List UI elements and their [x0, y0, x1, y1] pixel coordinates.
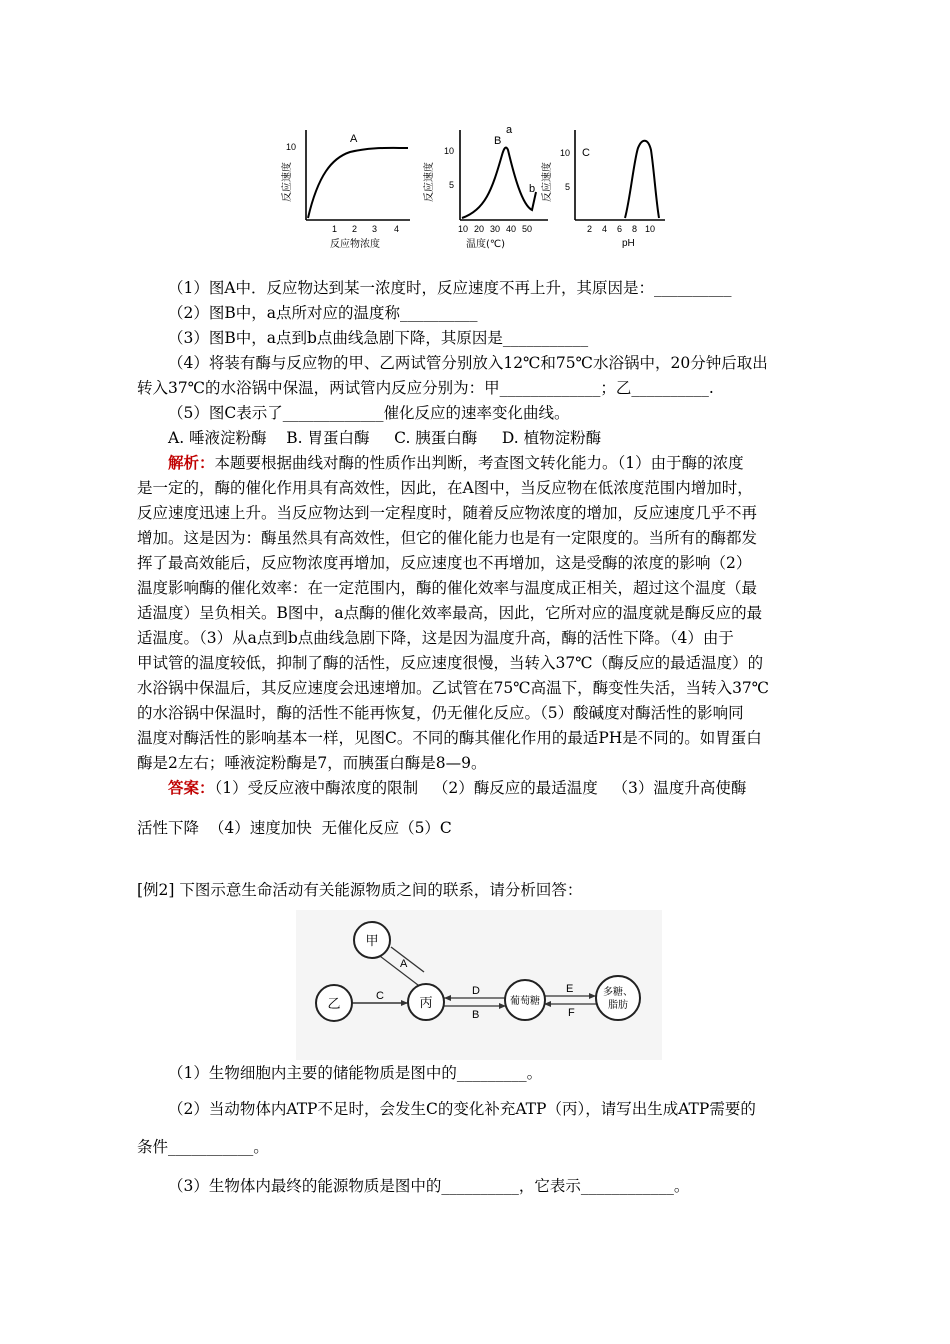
question-4: （4）将装有酶与反应物的甲、乙两试管分别放入12℃和75℃水浴锅中，20分钟后取出 — [168, 354, 768, 372]
graph-a-ytick: 10 — [285, 142, 296, 152]
graph-b-xlabel: 温度(℃) — [466, 239, 506, 250]
graph-a-xtick: 1 — [332, 224, 338, 234]
graph-c-ylabel: 反应速度 — [542, 162, 553, 202]
graph-a — [280, 130, 410, 250]
graph-c-xtick: 2 — [587, 224, 593, 234]
node-yi-label: 乙 — [327, 997, 341, 1012]
answer-first-line — [168, 778, 746, 798]
graph-b — [422, 124, 548, 250]
node-bing-label: 丙 — [419, 996, 433, 1011]
answer-text: （1）受反应液中酶浓度的限制 （2）酶反应的最适温度 （3）温度升高使酶 — [214, 779, 747, 797]
graph-a-xtick: 4 — [394, 224, 400, 234]
graph-b-letter-B: B — [494, 135, 502, 147]
graph-c-xtick: 8 — [632, 224, 638, 234]
analysis-label: 解析： — [168, 453, 215, 472]
graph-c-xtick: 4 — [602, 224, 608, 234]
graph-b-xtick: 50 — [522, 224, 533, 234]
analysis-line: 是一定的，酶的催化作用具有高效性，因此，在A图中，当反应物在低浓度范围内增加时， — [137, 479, 753, 497]
edge-label-E: E — [566, 983, 574, 995]
graph-b-ylabel: 反应速度 — [424, 162, 435, 202]
graph-c-xtick: 6 — [617, 224, 623, 234]
node-glucose — [505, 980, 545, 1020]
analysis-line: 适温度）呈负相关。B图中，a点酶的催化效率最高，因此，它所对应的温度就是酶反应的最 — [137, 604, 763, 622]
node-poly-label-2: 脂肪 — [608, 1000, 628, 1011]
analysis-line: 反应速度迅速上升。当反应物达到一定程度时，随着反应物浓度的增加，反应速度几乎不再 — [137, 504, 758, 522]
node-jia — [354, 922, 390, 958]
node-jia-label: 甲 — [365, 934, 379, 949]
example2-question-3: （3）生物体内最终的能源物质是图中的__________，它表示____________。 — [168, 1177, 690, 1195]
graph-a-xtick: 3 — [372, 224, 378, 234]
analysis-line: 水浴锅中保温后，其反应速度会迅速增加。乙试管在75℃高温下，酶变性失活，当转入37℃ — [137, 679, 770, 697]
graph-a-curve — [308, 148, 408, 218]
enzyme-graphs-figure — [270, 120, 690, 255]
graph-b-xtick: 20 — [474, 224, 485, 234]
graph-b-ytick: 10 — [443, 146, 454, 156]
graph-c-curve — [625, 141, 659, 218]
graph-b-ytick: 5 — [448, 180, 454, 190]
node-poly-label-1: 多糖、 — [603, 987, 633, 998]
analysis-line: 酶是2左右；唾液淀粉酶是7，而胰蛋白酶是8—9。 — [137, 754, 487, 772]
graph-c — [540, 130, 665, 249]
edge-label-F: F — [568, 1007, 575, 1019]
graph-a-xtick: 2 — [352, 224, 358, 234]
edge-label-B: B — [472, 1009, 480, 1021]
answer-second-line: 活性下降 （4）速度加快 无催化反应（5）C — [137, 819, 452, 837]
analysis-text: 本题要根据曲线对酶的性质作出判断，考查图文转化能力。（1）由于酶的浓度 — [214, 454, 744, 472]
node-bing — [408, 984, 444, 1020]
energy-diagram — [296, 910, 662, 1060]
graph-c-ytick: 5 — [564, 182, 570, 192]
node-glucose-label: 葡萄糖 — [510, 996, 540, 1007]
analysis-line: 适温度。（3）从a点到b点曲线急剧下降，这是因为温度升高，酶的活性下降。（4）由于 — [137, 629, 734, 647]
question-3: （3）图B中，a点到b点曲线急剧下降，其原因是___________ — [168, 329, 589, 347]
edge-label-D: D — [472, 985, 480, 997]
graph-a-ylabel: 反应速度 — [282, 162, 293, 202]
graph-b-xtick: 10 — [458, 224, 469, 234]
example2-question-1: （1）生物细胞内主要的储能物质是图中的_________。 — [168, 1064, 543, 1082]
graph-b-curve — [462, 148, 536, 218]
analysis-first-line — [168, 453, 744, 473]
answer-label: 答案： — [168, 778, 215, 797]
graph-a-xlabel: 反应物浓度 — [330, 239, 380, 250]
edge-label-C: C — [376, 990, 384, 1002]
graph-b-xtick: 30 — [490, 224, 501, 234]
question-2: （2）图B中，a点所对应的温度称__________ — [168, 304, 478, 322]
graph-b-letter-b: b — [529, 183, 536, 195]
analysis-line: 温度对酶活性的影响基本一样，见图C。不同的酶其催化作用的最适PH是不同的。如胃蛋白 — [137, 729, 762, 747]
edge-label-A: A — [400, 958, 408, 970]
node-polysaccharide-fat — [596, 976, 640, 1020]
graph-c-ytick: 10 — [559, 148, 570, 158]
question-1: （1）图A中．反应物达到某一浓度时，反应速度不再上升，其原因是：__________ — [168, 279, 732, 297]
graph-c-letter: C — [582, 147, 590, 159]
graph-c-xlabel: pH — [622, 238, 635, 249]
graph-b-xtick: 40 — [506, 224, 517, 234]
analysis-line: 的水浴锅中保温时，酶的活性不能再恢复，仍无催化反应。（5）酸碱度对酶活性的影响同 — [137, 704, 744, 722]
node-yi — [316, 985, 352, 1021]
graph-a-letter: A — [350, 133, 358, 145]
graph-c-xtick: 10 — [645, 224, 656, 234]
analysis-line: 增加。这是因为：酶虽然具有高效性，但它的催化能力也是有一定限度的。当所有的酶都发 — [137, 529, 758, 547]
question-4-cont: 转入37℃的水浴锅中保温，两试管内反应分别为：甲_____________；乙__________. — [137, 379, 714, 397]
example2-question-2: （2）当动物体内ATP不足时，会发生C的变化补充ATP（丙），请写出生成ATP需要的 — [168, 1100, 756, 1118]
graph-b-letter-a: a — [506, 124, 513, 136]
example2-title: [例2] 下图示意生命活动有关能源物质之间的联系，请分析回答： — [137, 881, 583, 899]
analysis-line: 甲试管的温度较低，抑制了酶的活性，反应速度很慢，当转入37℃（酶反应的最适温度）的 — [137, 654, 764, 672]
question-5: （5）图C表示了_____________催化反应的速率变化曲线。 — [168, 404, 570, 422]
example2-question-2-cont: 条件___________。 — [137, 1138, 269, 1156]
question-5-options: A. 唾液淀粉酶 B. 胃蛋白酶 C. 胰蛋白酶 D. 植物淀粉酶 — [168, 429, 602, 447]
analysis-line: 挥了最高效能后，反应物浓度再增加，反应速度也不再增加，这是受酶的浓度的影响（2） — [137, 554, 752, 572]
analysis-line: 温度影响酶的催化效率：在一定范围内，酶的催化效率与温度成正相关，超过这个温度（最 — [137, 579, 758, 597]
